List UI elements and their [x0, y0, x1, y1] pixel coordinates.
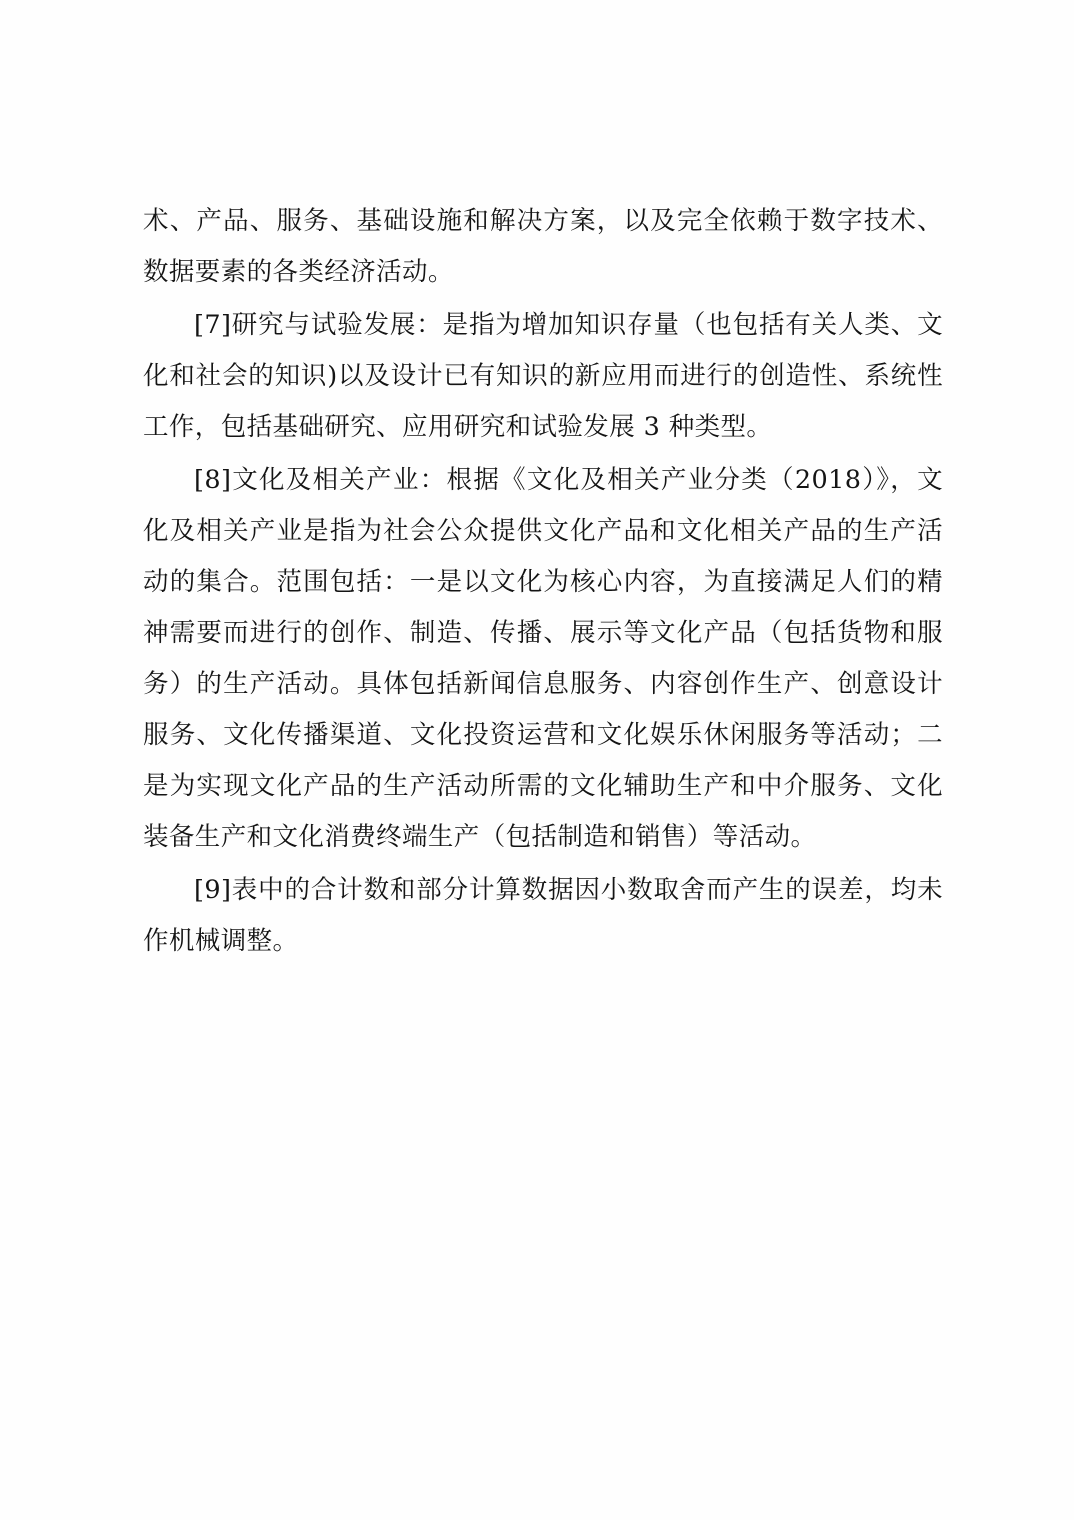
paragraph-note-7-rd: [7]研究与试验发展：是指为增加知识存量（也包括有关人类、文化和社会的知识)以及设计已有知识的新应用而进行的创造性、系统性工作，包括基础研究、应用研究和试验发展 3 种类型。: [143, 310, 943, 442]
page-text-body: [143, 196, 943, 969]
paragraph-continued-digital-economy: 术、产品、服务、基础设施和解决方案，以及完全依赖于数字技术、数据要素的各类经济活动。: [143, 206, 943, 287]
paragraph-note-9-rounding: [9]表中的合计数和部分计算数据因小数取舍而产生的误差，均未作机械调整。: [143, 875, 943, 956]
paragraph-note-8-culture: [8]文化及相关产业：根据《文化及相关产业分类（2018）》，文化及相关产业是指为社会公众提供文化产品和文化相关产品的生产活动的集合。范围包括：一是以文化为核心内容，为直接满足人们的精神需要而进行的创作、制造、传播、展示等文化产品（包括货物和服务）的生产活动。具体包括新闻信息服务、内容创作生产、创意设计服务、文化传播渠道、文化投资运营和文化娱乐休闲服务等活动；二是为实现文化产品的生产活动所需的文化辅助生产和中介服务、文化装备生产和文化消费终端生产（包括制造和销售）等活动。: [143, 465, 943, 852]
